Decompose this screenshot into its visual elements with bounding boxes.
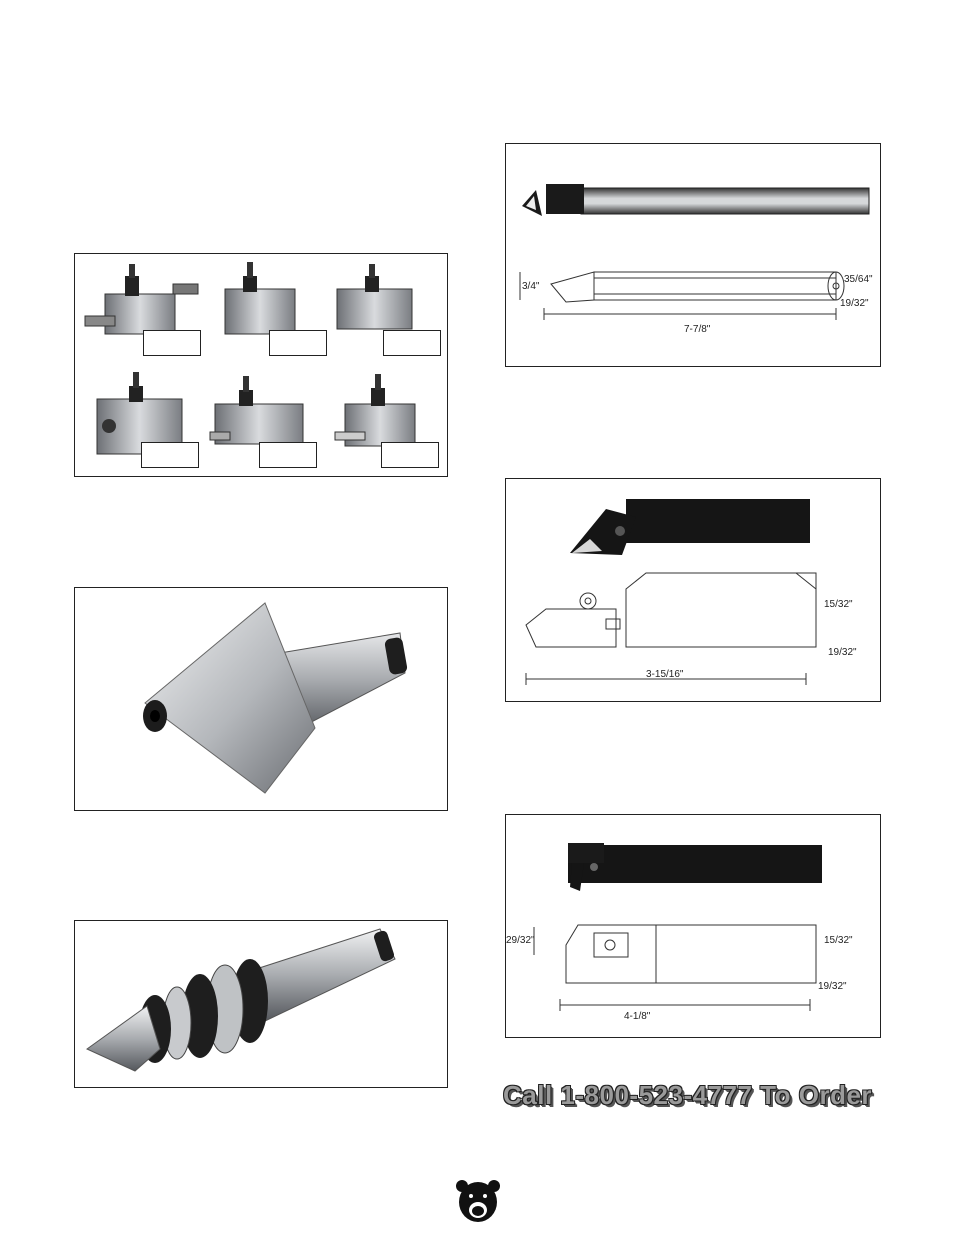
grooving-tool-panel xyxy=(505,814,881,1038)
holder-2 xyxy=(225,262,295,334)
cutoff-tool-panel xyxy=(505,478,881,702)
boring-bar-dim-length: 7-7/8" xyxy=(684,324,711,335)
live-center-panel xyxy=(74,920,448,1088)
cutoff-tool-illustration xyxy=(506,479,880,701)
cutoff-dim-height: 15/32" xyxy=(824,599,853,610)
bull-nose-center-illustration xyxy=(75,588,447,810)
holder-5 xyxy=(210,376,303,444)
grooving-dim-depth: 29/32" xyxy=(506,935,535,946)
grooving-dim-length: 4-1/8" xyxy=(624,1011,651,1022)
grizzly-bear-logo-icon xyxy=(455,1178,501,1224)
order-phone-banner: Call 1-800-523-4777 To Order xyxy=(503,1080,873,1110)
holder-1 xyxy=(85,264,198,334)
boring-bar-dim-offset: 19/32" xyxy=(840,298,869,309)
tool-holders-panel xyxy=(74,253,448,477)
holder-label-box-5 xyxy=(259,442,317,468)
boring-bar-illustration xyxy=(506,144,880,366)
holder-label-box-6 xyxy=(381,442,439,468)
holder-label-box-2 xyxy=(269,330,327,356)
grooving-dim-width: 19/32" xyxy=(818,981,847,992)
holder-label-box-3 xyxy=(383,330,441,356)
grooving-dim-height: 15/32" xyxy=(824,935,853,946)
holder-label-box-4 xyxy=(141,442,199,468)
holder-6 xyxy=(335,374,415,446)
boring-bar-dim-height: 3/4" xyxy=(522,281,540,292)
boring-bar-panel xyxy=(505,143,881,367)
cutoff-dim-width: 19/32" xyxy=(828,647,857,658)
boring-bar-dim-diameter: 35/64" xyxy=(844,274,873,285)
grooving-tool-illustration xyxy=(506,815,880,1037)
holder-label-box-1 xyxy=(143,330,201,356)
holder-3 xyxy=(337,264,412,329)
bull-nose-center-panel xyxy=(74,587,448,811)
live-center-illustration xyxy=(75,921,447,1087)
cutoff-dim-length: 3-15/16" xyxy=(646,669,684,680)
